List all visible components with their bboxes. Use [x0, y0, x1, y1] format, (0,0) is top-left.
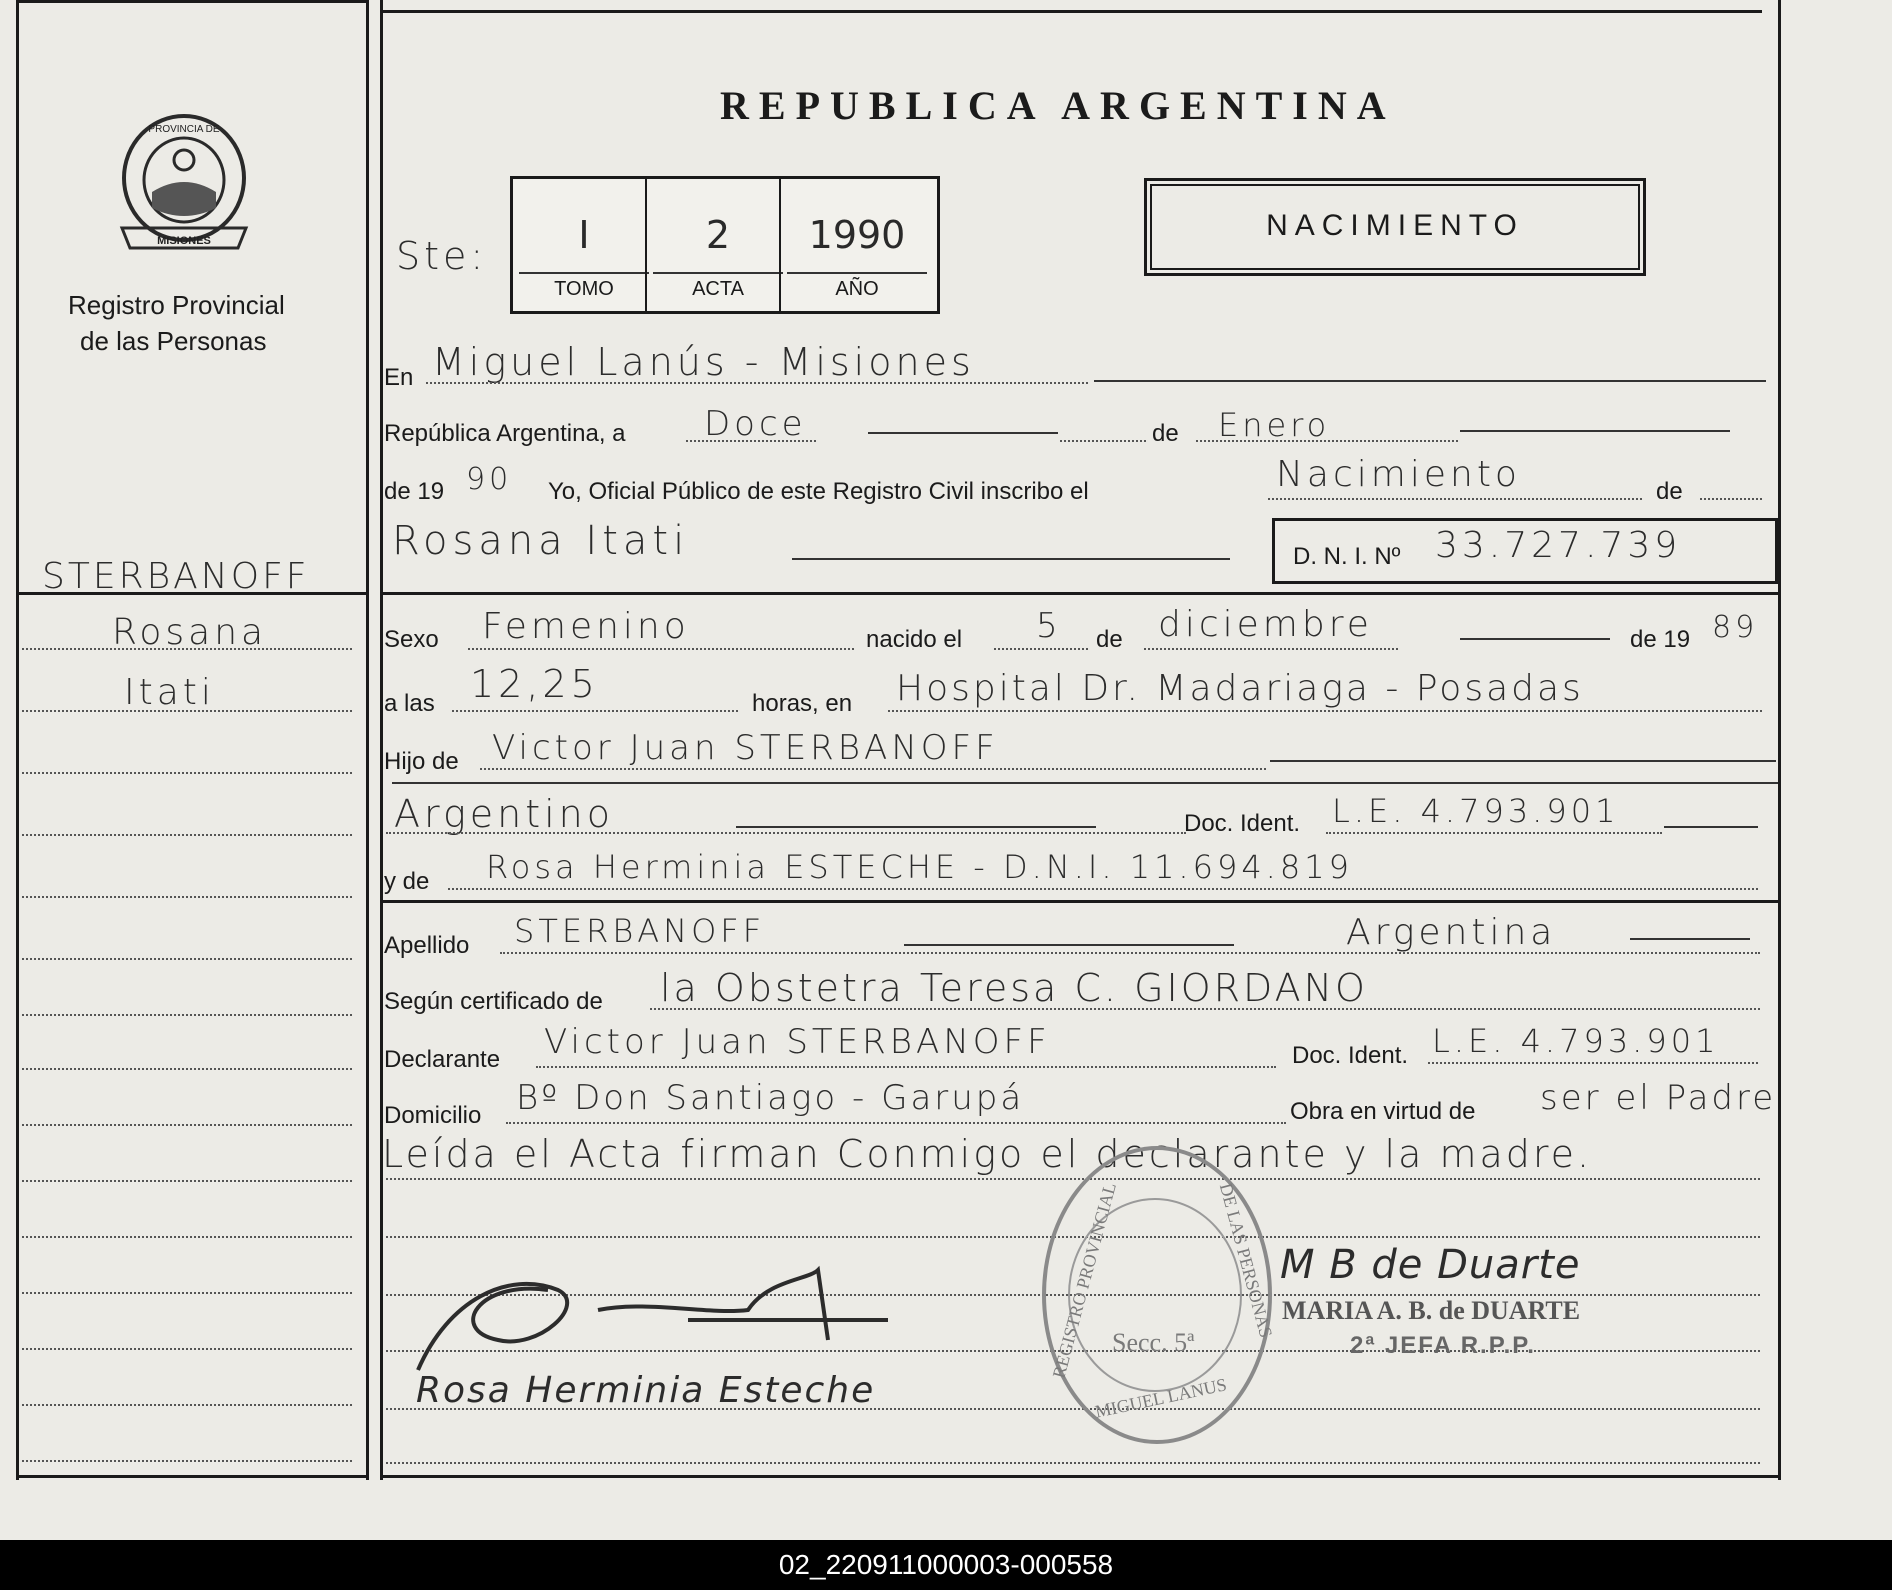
- declarante-label: Declarante: [384, 1046, 501, 1073]
- father-name: Victor Juan STERBANOFF: [492, 728, 999, 768]
- birth-month: diciembre: [1158, 604, 1373, 645]
- domicilio-label: Domicilio: [384, 1102, 482, 1129]
- left-edge-line: [16, 0, 19, 1480]
- official-signature: M B de Duarte: [1280, 1242, 1581, 1288]
- line: [1460, 430, 1730, 432]
- page-title: REPUBLICA ARGENTINA: [720, 83, 1396, 128]
- seal-top-text: PROVINCIA DE: [148, 124, 220, 135]
- apellido-value: STERBANOFF: [514, 912, 766, 950]
- line: [1144, 648, 1398, 650]
- anio-label: AÑO: [787, 272, 927, 301]
- sidebar-line: [22, 1404, 352, 1406]
- nacido-label: nacido el: [866, 626, 963, 653]
- en-label: En: [384, 364, 414, 391]
- line: [904, 944, 1234, 946]
- child-name: Rosana Itati: [392, 518, 690, 564]
- seal-bottom-text: MISIONES: [157, 235, 211, 247]
- acta-cell: [653, 187, 783, 303]
- line: [426, 382, 1088, 384]
- line: [1094, 380, 1766, 382]
- hijo-label: Hijo de: [384, 748, 459, 775]
- line: [1428, 1062, 1758, 1064]
- reg-divider: [779, 179, 781, 311]
- tomo-value: I: [578, 213, 590, 257]
- tomo-cell: [519, 187, 649, 303]
- sidebar-line: [22, 648, 352, 650]
- domicilio-value: Bº Don Santiago - Garupá: [516, 1078, 1025, 1118]
- line: [1268, 498, 1642, 500]
- main-right-line: [1778, 0, 1781, 1480]
- declarante-doc: L.E. 4.793.901: [1432, 1022, 1720, 1060]
- registration-prefix: Ste:: [396, 234, 488, 278]
- dni-box: [1272, 518, 1778, 584]
- dni-value: 33.727.739: [1435, 525, 1682, 566]
- sidebar-line: [22, 1068, 352, 1070]
- line: [386, 1462, 1760, 1464]
- stamp-arc-right: DE LAS PERSONAS: [1215, 1180, 1277, 1340]
- sidebar-given-name-2: Itati: [124, 672, 215, 713]
- stamp-arc-left: REGISTRO PROVINCIAL: [1048, 1180, 1121, 1381]
- line: [468, 648, 854, 650]
- sidebar-given-name-1: Rosana: [112, 612, 268, 653]
- hour-value: 12,25: [470, 662, 599, 706]
- month-value: Enero: [1218, 406, 1331, 444]
- sidebar-line: [22, 1180, 352, 1182]
- main-rule-1: [382, 592, 1778, 595]
- official-title: 2ª JEFA R.P.P.: [1350, 1332, 1536, 1359]
- line: [452, 710, 738, 712]
- father-doc: L.E. 4.793.901: [1332, 792, 1620, 830]
- de-label-2: de: [1656, 478, 1683, 505]
- line: [1700, 498, 1762, 500]
- y-de-label: y de: [384, 868, 430, 895]
- tomo-label: TOMO: [519, 272, 649, 301]
- line: [500, 952, 1760, 954]
- line: [386, 1178, 1760, 1180]
- line: [536, 1066, 1276, 1068]
- main-bottom-rule: [382, 1475, 1778, 1478]
- sidebar-line: [22, 896, 352, 898]
- year-prefix: de 19: [384, 478, 445, 505]
- certificado-value: la Obstetra Teresa C. GIORDANO: [660, 966, 1368, 1010]
- stamp-bottom: MIGUEL LANUS: [1093, 1374, 1229, 1422]
- doc-ident-label-2: Doc. Ident.: [1292, 1042, 1409, 1069]
- declarante-value: Victor Juan STERBANOFF: [544, 1022, 1051, 1062]
- day-words: Doce: [704, 404, 807, 444]
- apellido-label: Apellido: [384, 932, 470, 959]
- sidebar-line: [22, 1014, 352, 1016]
- record-type-box: [1144, 178, 1646, 276]
- line: [480, 768, 1266, 770]
- year-suffix: 90: [466, 462, 513, 497]
- line: [1326, 832, 1662, 834]
- sidebar-bottom-rule: [16, 1475, 368, 1478]
- birth-place: Hospital Dr. Madariaga - Posadas: [896, 668, 1584, 709]
- anio-value: 1990: [808, 213, 906, 257]
- dni-label: D. N. I. Nº: [1293, 543, 1401, 570]
- horas-label: horas, en: [752, 690, 853, 717]
- mother-name: Rosa Herminia ESTECHE - D.N.I. 11.694.819: [486, 848, 1353, 886]
- official-stamp: [1042, 1146, 1277, 1444]
- line: [736, 826, 1096, 828]
- official-name: MARIA A. B. de DUARTE: [1282, 1296, 1581, 1325]
- line: [386, 832, 1186, 834]
- father-nationality: Argentino: [394, 792, 615, 836]
- sidebar-line: [22, 1292, 352, 1294]
- acta-label: ACTA: [653, 272, 783, 301]
- top-rule-main: [382, 10, 1762, 13]
- record-type-label: NACIMIENTO: [1266, 209, 1524, 242]
- image-id-footer: 02_220911000003-000558: [0, 1540, 1892, 1590]
- sidebar-line: [22, 1236, 352, 1238]
- sidebar-line: [22, 710, 352, 712]
- republica-label: República Argentina, a: [384, 420, 626, 447]
- line: [1460, 638, 1610, 640]
- de-label: de: [1152, 420, 1179, 447]
- reg-divider: [645, 179, 647, 311]
- mother-nationality: Argentina: [1346, 912, 1557, 953]
- place-value: Miguel Lanús - Misiones: [432, 340, 975, 384]
- sidebar-line: [22, 1124, 352, 1126]
- line: [1196, 440, 1458, 442]
- sidebar-line: [22, 958, 352, 960]
- line: [888, 710, 1762, 712]
- sidebar-divider-line: [366, 0, 369, 1480]
- line: [1270, 760, 1776, 762]
- top-rule-left: [16, 0, 368, 3]
- birth-year-prefix: de 19: [1630, 626, 1691, 653]
- line: [868, 432, 1058, 434]
- sidebar-line: [22, 834, 352, 836]
- de-label-3: de: [1096, 626, 1123, 653]
- line: [1060, 440, 1146, 442]
- line: [506, 1122, 1286, 1124]
- registry-line-2: de las Personas: [80, 326, 267, 356]
- obra-label: Obra en virtud de: [1290, 1098, 1476, 1125]
- obra-value: ser el Padre: [1540, 1078, 1777, 1118]
- sexo-label: Sexo: [384, 626, 439, 653]
- line: [686, 440, 816, 442]
- line: [792, 558, 1230, 560]
- segun-label: Según certificado de: [384, 988, 603, 1015]
- registry-line-1: Registro Provincial: [68, 290, 285, 320]
- mother-signature: Rosa Herminia Esteche: [416, 1370, 876, 1411]
- line: [392, 782, 1778, 784]
- sidebar-line: [22, 1460, 352, 1462]
- a-las-label: a las: [384, 690, 435, 717]
- acta-value: 2: [705, 213, 731, 257]
- line: [1664, 826, 1758, 828]
- misiones-seal-icon: [112, 108, 256, 260]
- main-left-line: [380, 0, 383, 1480]
- registration-box: [510, 176, 940, 314]
- closing-text: Leída el Acta firman Conmigo el declarante y la madre.: [382, 1132, 1593, 1176]
- line: [1630, 938, 1750, 940]
- sexo-value: Femenino: [482, 606, 690, 647]
- doc-ident-label: Doc. Ident.: [1184, 810, 1301, 837]
- birth-day: 5: [1036, 606, 1062, 646]
- birth-year-suffix: 89: [1712, 610, 1759, 645]
- act-type-value: Nacimiento: [1276, 454, 1521, 495]
- main-rule-2: [382, 900, 1778, 903]
- sidebar-line: [22, 1348, 352, 1350]
- stamp-section: Secc. 5ª: [1112, 1328, 1195, 1357]
- line: [650, 1008, 1760, 1010]
- line: [994, 648, 1088, 650]
- sidebar-surname: STERBANOFF: [42, 556, 310, 597]
- sidebar-line: [22, 772, 352, 774]
- line: [448, 888, 1758, 890]
- yo-text: Yo, Oficial Público de este Registro Civil inscribo el: [548, 478, 1089, 505]
- anio-cell: [787, 187, 927, 303]
